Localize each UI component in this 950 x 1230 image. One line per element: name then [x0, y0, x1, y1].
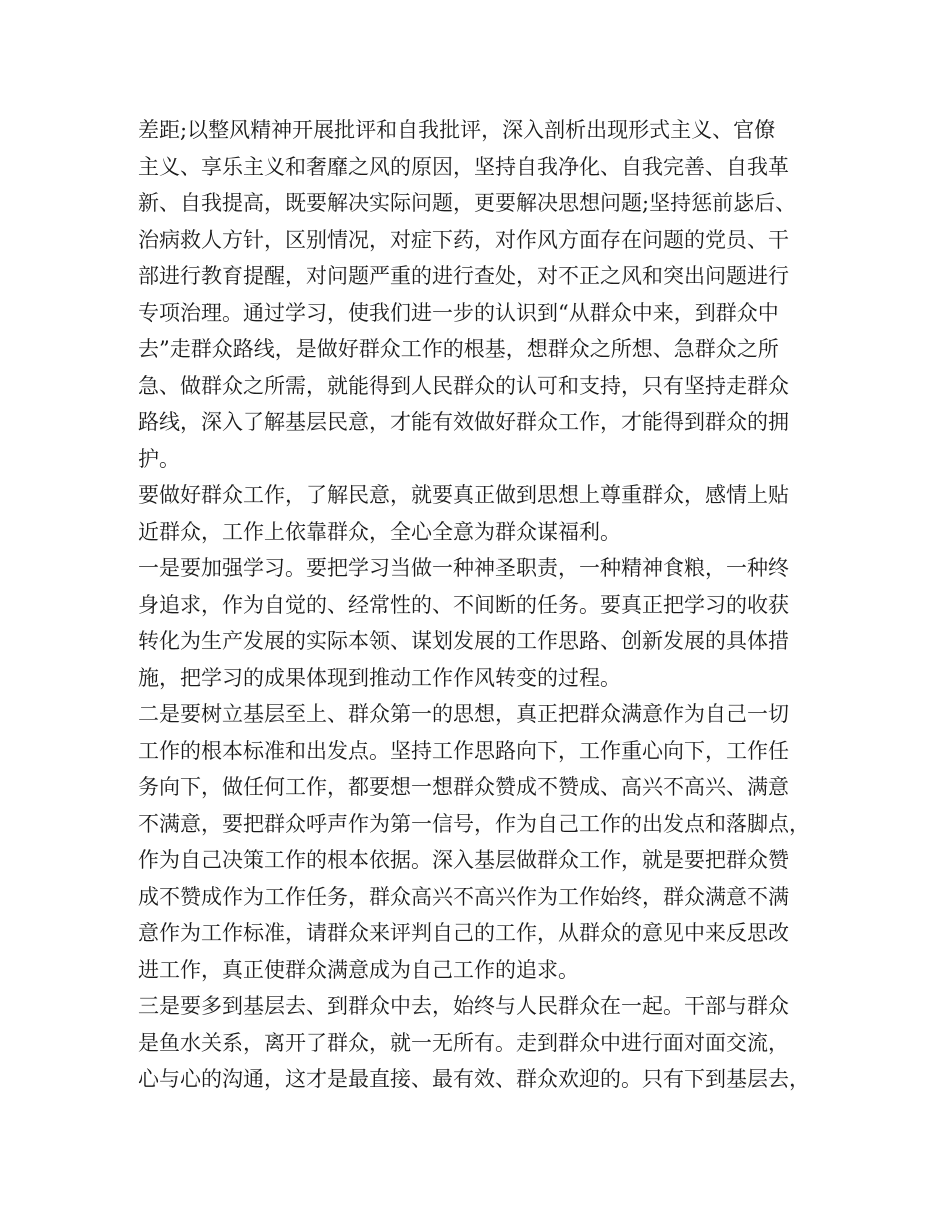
text-line: 进工作，真正使群众满意成为自己工作的追求。: [138, 957, 579, 982]
text-line: 工作的根本标准和出发点。坚持工作思路向下，工作重心向下，工作任: [138, 738, 789, 763]
text-line: 作为自己决策工作的根本依据。深入基层做群众工作，就是要把群众赞: [138, 848, 789, 872]
text-line: 部进行教育提醒，对问题严重的进行查处，对不正之风和突出问题进行: [138, 264, 789, 288]
text-line: 二是要树立基层至上、群众第一的思想，真正把群众满意作为自己一切: [138, 702, 789, 726]
text-line: 治病救人方针，区别情况，对症下药，对作风方面存在问题的党员、干: [138, 227, 789, 252]
text-line: 路线，深入了解基层民意，才能有效做好群众工作，才能得到群众的拥: [138, 410, 789, 434]
text-line: 意作为工作标准，请群众来评判自己的工作，从群众的意见中来反思改: [138, 921, 789, 945]
document-body: [138, 112, 838, 1098]
text-line: 要做好群众工作，了解民意，就要真正做到思想上尊重群众，感情上贴: [138, 483, 789, 507]
text-line: 新、自我提高，既要解决实际问题，更要解决思想问题;坚持惩前毖后、: [138, 191, 797, 215]
text-line: 差距;以整风精神开展批评和自我批评，深入剖析出现形式主义、官僚: [138, 118, 776, 142]
text-line: 心与心的沟通，这才是最直接、最有效、群众欢迎的。只有下到基层去，: [138, 1067, 810, 1091]
text-line: 护。: [138, 446, 180, 471]
text-line: 是鱼水关系，离开了群众，就一无所有。走到群众中进行面对面交流，: [138, 1030, 789, 1055]
text-line: 专项治理。通过学习，使我们进一步的认识到“从群众中来，到群众中: [138, 300, 779, 325]
text-line: 近群众，工作上依靠群众，全心全意为群众谋福利。: [138, 519, 621, 544]
text-line: 务向下，做任何工作，都要想一想群众赞成不赞成、高兴不高兴、满意: [138, 775, 789, 799]
text-line: 转化为生产发展的实际本领、谋划发展的工作思路、创新发展的具体措: [138, 629, 789, 653]
text-line: 三是要多到基层去、到群众中去，始终与人民群众在一起。干部与群众: [138, 994, 789, 1018]
text-line: 施，把学习的成果体现到推动工作作风转变的过程。: [138, 665, 621, 690]
text-line: 一是要加强学习。要把学习当做一种神圣职责，一种精神食粮，一种终: [138, 556, 789, 580]
text-line: 成不赞成作为工作任务，群众高兴不高兴作为工作始终，群众满意不满: [138, 884, 789, 909]
text-line: 急、做群众之所需，就能得到人民群众的认可和支持，只有坚持走群众: [138, 373, 789, 398]
text-line: 不满意，要把群众呼声作为第一信号，作为自己工作的出发点和落脚点，: [138, 811, 810, 836]
text-line: 主义、享乐主义和奢靡之风的原因，坚持自我净化、自我完善、自我革: [138, 154, 789, 179]
text-line: 去”走群众路线，是做好群众工作的根基，想群众之所想、急群众之所: [138, 337, 779, 361]
text-line: 身追求，作为自觉的、经常性的、不间断的任务。要真正把学习的收获: [138, 592, 789, 617]
